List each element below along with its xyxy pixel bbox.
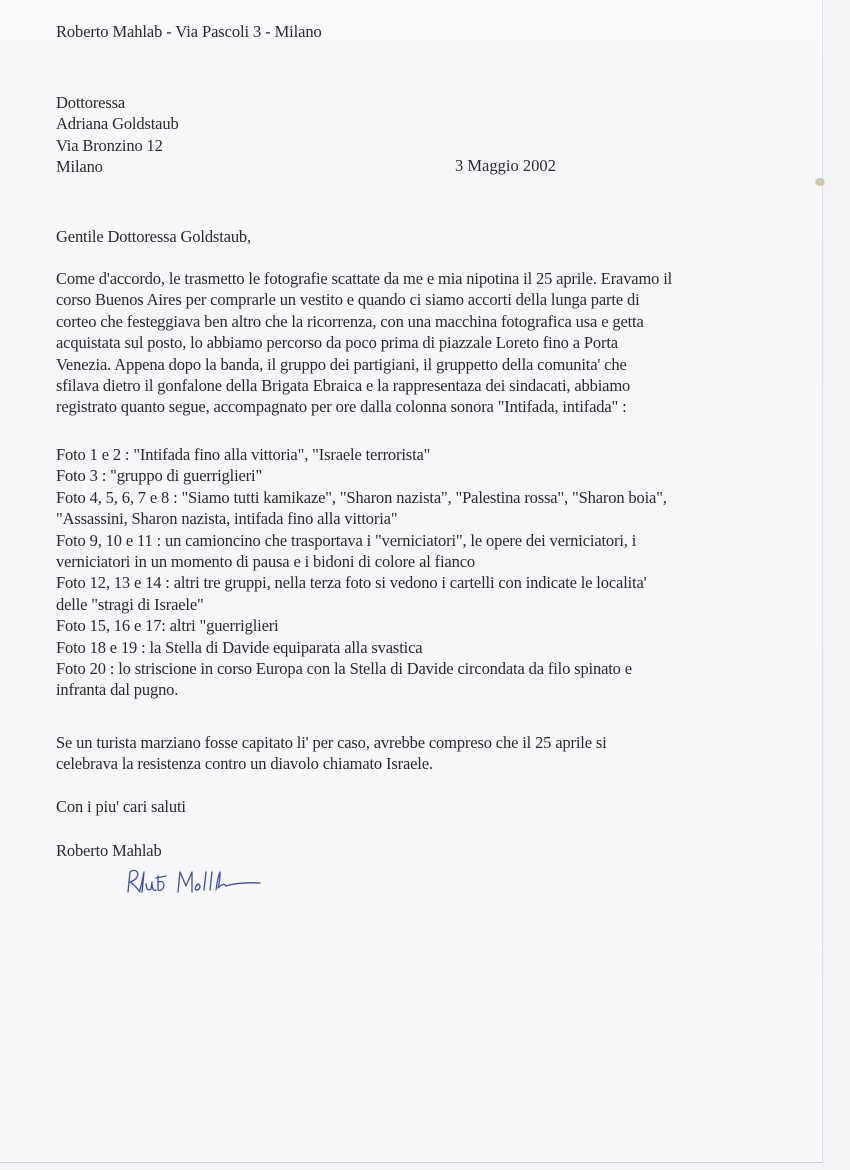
photo-list-line: "Assassini, Sharon nazista, intifada fino alla vittoria" — [56, 509, 398, 529]
salutation-text: Gentile Dottoressa Goldstaub, — [56, 227, 251, 246]
scan-margin — [823, 0, 850, 1170]
recipient-line: Dottoressa — [56, 93, 126, 112]
paper-stain — [815, 178, 825, 186]
paragraph-line: corso Buenos Aires per comprarle un vestito e quando ci siamo accorti della lunga parte di — [56, 290, 640, 310]
paragraph-line: Come d'accordo, le trasmetto le fotografie scattate da me e mia nipotina il 25 aprile. Eravamo il — [56, 269, 673, 288]
photo-list-line: delle "stragi di Israele" — [56, 594, 204, 614]
photo-list-line: Foto 20 : lo striscione in corso Europa con la Stella di Davide circondata da filo spinato e — [56, 658, 632, 678]
paragraph-line: Se un turista marziano fosse capitato li' per caso, avrebbe compreso che il 25 aprile si — [56, 733, 607, 752]
sender-address: Roberto Mahlab - Via Pascoli 3 - Milano — [56, 22, 322, 41]
handwritten-signature — [120, 862, 280, 902]
photo-list-line: verniciatori in un momento di pausa e i bidoni di colore al fianco — [56, 551, 475, 571]
recipient-line: Milano — [56, 157, 103, 177]
photo-list-line: Foto 4, 5, 6, 7 e 8 : "Siamo tutti kamikaze", "Sharon nazista", "Palestina rossa", "Sharon boia", — [56, 487, 667, 507]
signature-name-text: Roberto Mahlab — [56, 841, 162, 860]
photo-list — [56, 444, 667, 701]
photo-list-line: Foto 12, 13 e 14 : altri tre gruppi, nella terza foto si vedono i cartelli con indicate le localita' — [56, 573, 647, 593]
intro-paragraph — [56, 268, 672, 418]
paragraph-line: corteo che festeggiava ben altro che la ricorrenza, con una macchina fotografica usa e getta — [56, 311, 644, 331]
recipient-line: Adriana Goldstaub — [56, 114, 179, 134]
photo-list-line: Foto 15, 16 e 17: altri "guerriglieri — [56, 616, 279, 636]
salutation — [56, 226, 251, 247]
paragraph-line: celebrava la resistenza contro un diavolo chiamato Israele. — [56, 754, 433, 774]
paragraph-line: sfilava dietro il gonfalone della Brigata Ebraica e la rappresentaza dei sindacati, abbiamo — [56, 375, 631, 395]
paragraph-line: Venezia. Appena dopo la banda, il gruppo dei partigiani, il gruppetto della comunita' che — [56, 354, 627, 374]
paragraph-line: acquistata sul posto, lo abbiamo percorso da poco prima di piazzale Loreto fino a Porta — [56, 333, 618, 353]
photo-list-line: Foto 1 e 2 : "Intifada fino alla vittoria", "Israele terrorista" — [56, 445, 431, 464]
signature-name — [56, 840, 162, 861]
recipient-line: Via Bronzino 12 — [56, 135, 163, 155]
paragraph-line: registrato quanto segue, accompagnato per ore dalla colonna sonora "Intifada, intifada" : — [56, 397, 627, 417]
photo-list-line: Foto 3 : "gruppo di guerriglieri" — [56, 466, 263, 486]
letter-date: 3 Maggio 2002 — [455, 156, 556, 175]
photo-list-line: Foto 18 e 19 : la Stella di Davide equiparata alla svastica — [56, 637, 423, 657]
signature-strokes — [128, 870, 260, 892]
photo-list-line: infranta dal pugno. — [56, 680, 179, 700]
closing-text: Con i piu' cari saluti — [56, 797, 186, 816]
recipient-address — [56, 92, 179, 178]
photo-list-line: Foto 9, 10 e 11 : un camioncino che trasportava i "verniciatori", le opere dei verniciatori, i — [56, 530, 637, 550]
closing — [56, 796, 186, 817]
conclusion-paragraph — [56, 732, 607, 775]
